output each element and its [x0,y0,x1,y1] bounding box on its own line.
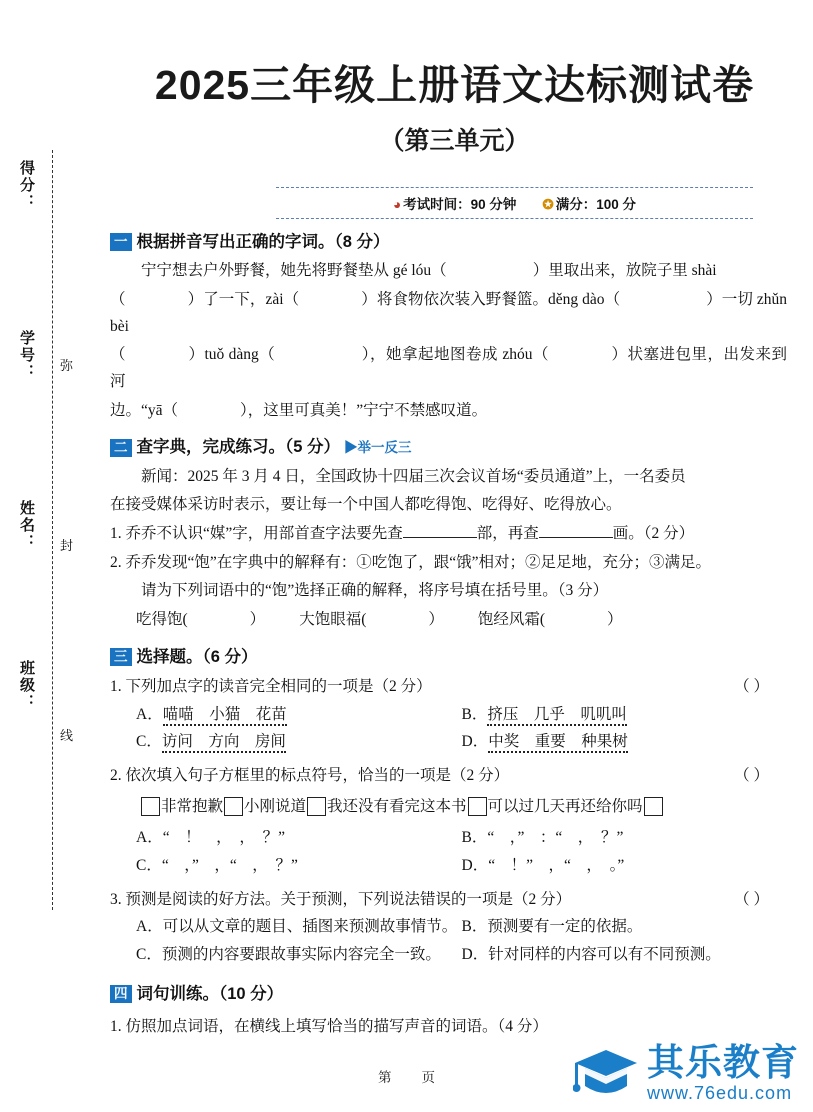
s3-q2-option-d-text: “ ！” ，“ ， 。” [488,856,625,874]
s2-question-2: 2. 乔乔发现“饱”在字典中的解释有：①吃饱了，跟“饿”相对；②足足地，充分；③满足。 [110,553,712,571]
section-points-3: 。（6 分） [186,647,258,666]
section-title-4: 词句训练 [136,984,203,1003]
s3-q2-option-b-label: B． [461,829,488,847]
punct-box-3[interactable] [307,797,326,816]
s4-question-1: 1. 仿照加点词语，在横线上填写恰当的描写声音的词语。（4 分） [110,1017,548,1035]
section-points-4: 。（10 分） [202,984,284,1003]
s3-q2-option-c[interactable] [110,853,462,880]
s3-q2-options-row-2 [110,853,787,880]
s3-q2-option-d[interactable] [462,853,788,880]
footer-page-prefix: 第 [378,1070,392,1085]
s3-q3-option-a[interactable] [110,914,462,941]
exam-meta-bar [276,187,753,219]
s1-line-4a: 边。“yā（ [110,401,179,419]
s3-q1-option-c[interactable] [110,729,462,756]
s3-q1-option-c-text: 访问 方向 房间 [162,733,286,753]
graduation-cap-icon [573,1044,639,1104]
s3-q2-option-a[interactable] [110,825,462,852]
s3-q1-option-d-text: 中奖 重要 种果树 [488,733,628,753]
s3-q3-option-b-text: 预测要有一定的依据。 [487,918,643,936]
s3-q1-options-row-1 [110,702,787,729]
exam-total-score [542,193,636,213]
s3-q1-options-row-2 [110,729,787,756]
s3-q2-option-c-text: “ ，” ，“ ， ？” [161,856,298,874]
extension-tag [344,436,412,459]
s3-q1-option-b[interactable] [462,702,788,729]
s3-q2-frag-4: 可以过几天再还给你吗 [487,797,643,815]
s2-item-3: 饱经风霜( [477,610,546,628]
page-subtitle: （第三单元） [379,127,530,155]
section-number-2: 二 [110,439,132,457]
s3-q3-options-row-1 [110,914,787,941]
seal-stamp-mi: 弥 [60,358,74,373]
s3-q3-options-row-2 [110,942,787,969]
logo-url: www.76edu.com [647,1083,793,1103]
punct-box-5[interactable] [644,797,663,816]
s2-news-line-1: 新闻：2025 年 3 月 4 日，全国政协十四届三次会议首场“委员通道”上，一名委员 [141,467,686,485]
s3-q2-frag-1: 非常抱歉 [161,797,224,815]
s3-question-2 [110,763,787,790]
exam-sidebar-strip [0,0,96,1112]
s1-line-2d: ）一切 zhǔn bèi [110,291,787,335]
section-number-1: 一 [110,233,132,251]
s2-q1-part-a: 1. 乔乔不认识“媒”字，用部首查字法要先查 [110,525,403,542]
s1-line-2c: ）将食物依次装入野餐篮。děng dào（ [361,291,621,309]
fold-dashed-line [52,150,54,910]
s1-line-1a: 宁宁想去户外野餐，她先将野餐垫从 gé lóu（ [141,262,447,280]
watermark-logo [573,1044,799,1104]
s3-q3-option-a-label: A． [136,918,163,936]
s3-q3-option-c[interactable] [110,942,462,969]
s3-q3-option-c-label: C． [136,945,162,963]
s3-q3-option-d-text: 针对同样的内容可以有不同预测。 [488,945,721,963]
s3-q1-option-a-text: 喵喵 小猫 花苗 [163,706,287,726]
s2-question-1 [110,521,787,548]
s3-q1-option-a[interactable] [110,702,462,729]
section-number-3: 三 [110,648,132,666]
s3-q1-option-b-text: 挤压 几乎 叽叽叫 [487,706,627,726]
s1-line-1 [110,258,787,285]
student-id-label: 学号： [18,330,35,381]
section-heading-3 [110,643,787,671]
s2-q1-part-c: 画。（2 分） [612,525,695,542]
s2-q1-blank-1[interactable] [403,537,477,538]
s3-q2-option-a-label: A． [136,829,163,847]
s3-q2-options-row-1 [110,825,787,852]
s3-q2-option-b[interactable] [462,825,788,852]
s3-question-1 [110,674,787,701]
s3-question-3 [110,887,787,914]
extension-tag-label: 举一反三 [357,439,412,455]
section-heading-4 [110,980,787,1008]
section-number-4: 四 [110,985,132,1003]
exam-time-label: 考试时间：90 分钟 [403,197,517,212]
clock-icon: ◕ [392,197,402,212]
s3-q1-option-d-label: D． [461,733,489,751]
exam-paper-body [96,0,813,1112]
s2-q1-part-b: 部，再查 [476,525,539,542]
star-icon: ✪ [542,197,554,212]
section-points-2: 。（5 分） [268,438,341,457]
s3-q3-answer-paren[interactable]: （ ） [734,890,769,908]
s1-line-2 [110,287,787,340]
s3-q3-text: 3. 预测是阅读的好方法。关于预测，下列说法错误的一项是（2 分） [110,890,572,908]
punct-box-4[interactable] [468,797,487,816]
s3-q3-option-d-label: D． [461,945,489,963]
s3-q2-frag-3: 我还没有看完这本书 [327,797,467,815]
s3-q2-option-a-text: “ ！ ， ， ？” [162,829,285,847]
logo-text-block [647,1044,799,1104]
s1-line-3c: ），她拿起地图卷成 zhóu（ [361,346,550,364]
s3-q3-option-d[interactable] [462,942,788,969]
section-points-1: 。（8 分） [318,233,390,251]
s1-line-4b: ），这里可真美！”宁宁不禁感叹道。 [240,401,488,419]
s1-line-2a: （ [110,291,126,309]
s3-q1-option-a-label: A． [136,705,163,723]
s3-q1-option-d[interactable] [462,729,788,756]
section-heading-1 [110,228,787,256]
s1-line-3d: ）状塞进包里，出发来到河 [110,346,787,390]
score-label: 得分： [18,160,35,211]
exam-time [393,193,516,213]
s3-q2-option-d-label: D． [461,856,489,874]
punct-box-2[interactable] [224,797,243,816]
footer-page-suffix: 页 [421,1070,435,1085]
s2-item-1: 吃得饱( [136,610,188,628]
s3-q2-option-c-label: C． [136,856,162,874]
s1-line-4 [110,398,787,425]
s3-q1-answer-paren[interactable]: （ ） [734,678,769,695]
s3-q1-option-b-label: B． [461,705,488,723]
s3-q3-option-a-text: 可以从文章的题目、插图来预测故事情节。 [162,918,458,936]
s2-q1-blank-2[interactable] [539,537,613,538]
seal-stamp-xian: 线 [60,728,74,743]
s3-q1-option-c-label: C． [136,733,162,751]
s3-q3-option-b[interactable] [462,914,788,941]
logo-name: 其乐教育 [647,1042,799,1083]
s3-q2-frag-2: 小刚说道 [244,797,307,815]
page-title: 2025三年级上册语文达标测试卷 [154,62,755,108]
s1-line-3a: （ [110,346,126,364]
class-label: 班级： [18,660,35,711]
exam-score-label: 满分：100 分 [555,197,637,212]
s3-q2-answer-paren[interactable]: （ ） [734,766,769,784]
s1-line-3b: ）tuǒ dàng（ [188,346,276,364]
s3-q2-option-b-text: “ ，” ：“ ， ？” [487,829,624,847]
s3-q3-option-b-label: B． [461,918,488,936]
s3-q2-sentence [110,794,787,821]
exam-content [110,228,787,1041]
section-heading-2 [110,433,787,461]
seal-stamp-feng: 封 [60,538,74,553]
section-title-1: 根据拼音写出正确的字词 [136,233,318,251]
s1-line-1b: ）里取出来，放院子里 shài [532,262,717,280]
s2-answer-row: 吃得饱( ） 大饱眼福( ） 饱经风霜( ） [136,610,623,628]
student-name-label: 姓名： [18,500,35,551]
s3-q3-option-c-text: 预测的内容要跟故事实际内容完全一致。 [161,945,441,963]
s3-q1-text: 1. 下列加点字的读音完全相同的一项是（2 分） [110,678,432,695]
section-title-2: 查字典，完成练习 [136,438,269,457]
s2-question-2-sub: 请为下列词语中的“饱”选择正确的解释，将序号填在括号里。（3 分） [141,582,609,600]
section-title-3: 选择题 [136,647,186,666]
s2-item-2: 大饱眼福( [299,610,367,628]
arrow-right-icon: ▶ [344,439,358,455]
s1-line-2b: ）了一下，zài（ [187,291,300,309]
s3-q2-text: 2. 依次填入句子方框里的标点符号，恰当的一项是（2 分） [110,766,510,784]
s2-news-line-2: 在接受媒体采访时表示，要让每一个中国人都吃得饱、吃得好、吃得放心。 [110,496,622,514]
punct-box-1[interactable] [141,797,160,816]
s1-line-3 [110,342,787,395]
